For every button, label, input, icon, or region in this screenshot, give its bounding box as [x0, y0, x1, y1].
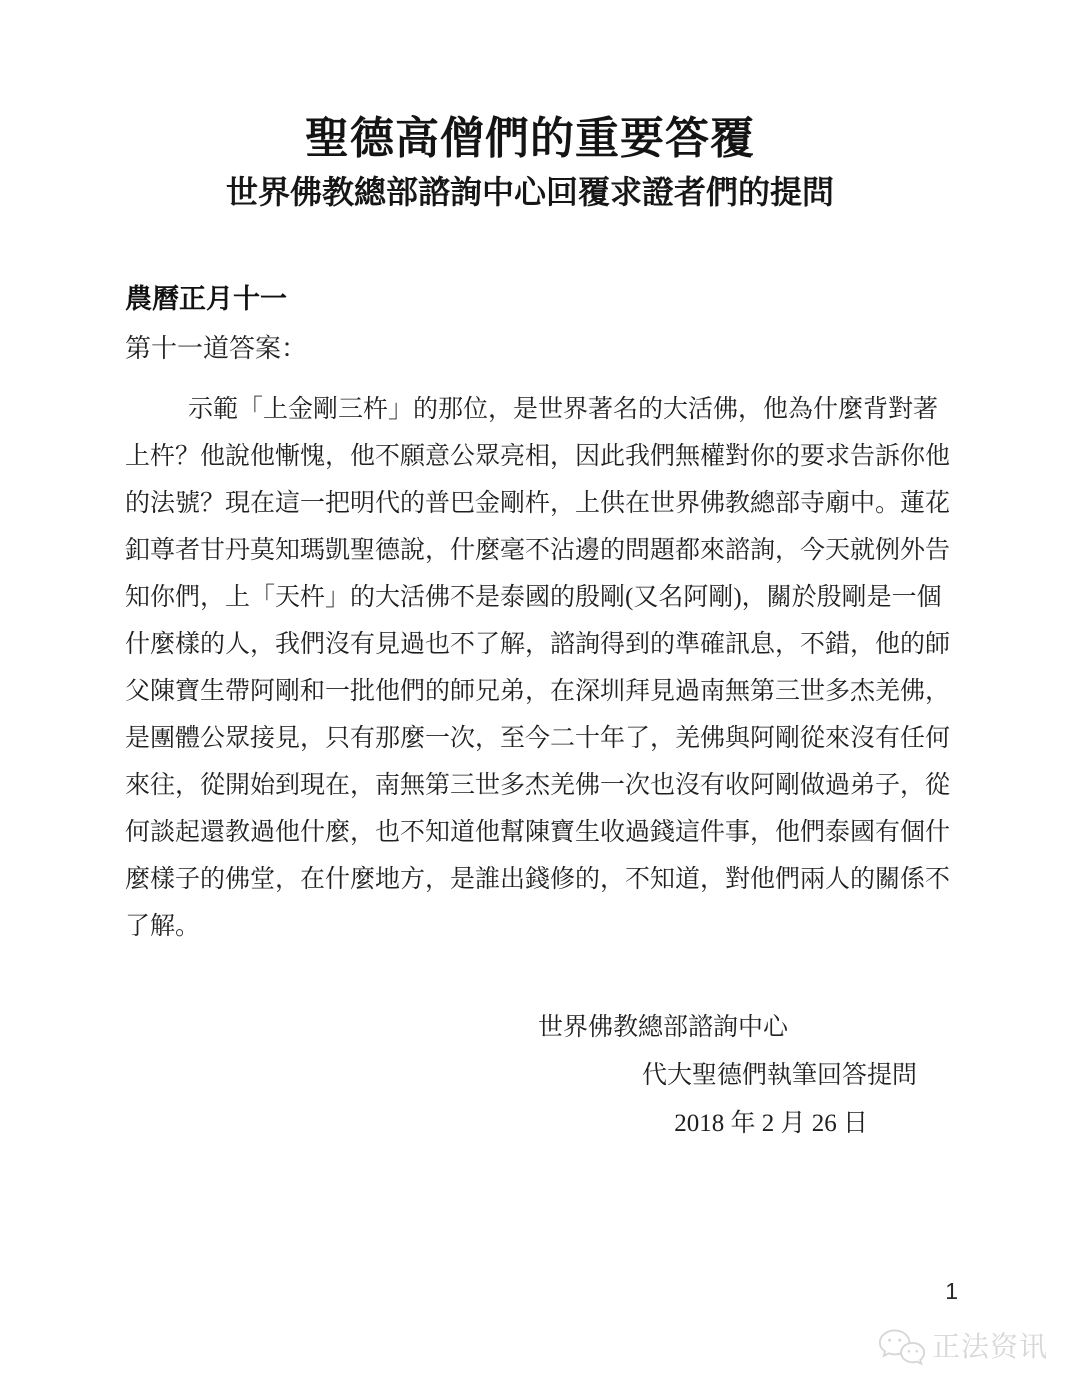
paragraph-line: 的法號？現在這一把明代的普巴金剛杵，上供在世界佛教總部寺廟中。蓮花	[125, 490, 951, 517]
signature-organization: 世界佛教總部諮詢中心	[537, 1014, 788, 1041]
page-number: 1	[945, 1278, 958, 1304]
paragraph-line: 釦尊者甘丹莫知瑪凱聖德說，什麼毫不沾邊的問題都來諮詢，今天就例外告	[125, 537, 951, 564]
paragraph-line: 何談起還教過他什麼，也不知道他幫陳寶生收過錢這件事，他們泰國有個什	[125, 819, 951, 846]
paragraph-line: 了解。	[125, 913, 201, 940]
signature-block	[125, 1004, 935, 1148]
paragraph-line: 什麼樣的人，我們沒有見過也不了解，諮詢得到的準確訊息，不錯，他的師	[125, 631, 951, 658]
paragraph-line: 是團體公眾接見，只有那麼一次，至今二十年了，羌佛與阿剛從來沒有任何	[125, 725, 951, 752]
watermark-text: 正法资讯	[931, 1332, 1048, 1363]
document-content	[125, 0, 951, 1148]
paragraph-line: 麼樣子的佛堂，在什麼地方，是誰出錢修的，不知道，對他們兩人的關係不	[125, 866, 951, 893]
page-subtitle: 世界佛教總部諮詢中心回覆求證者們的提問	[225, 174, 834, 210]
paragraph-line: 上杵？他說他慚愧，他不願意公眾亮相，因此我們無權對你的要求告訴你他	[125, 443, 951, 470]
answer-number-label: 第十一道答案：	[125, 334, 308, 363]
watermark	[878, 1328, 1048, 1368]
paragraph-line: 父陳寶生帶阿剛和一批他們的師兄弟，在深圳拜見過南無第三世多杰羌佛，	[125, 678, 951, 705]
paragraph-line: 來往，從開始到現在，南無第三世多杰羌佛一次也沒有收阿剛做過弟子，從	[125, 772, 951, 799]
lunar-date-heading: 農曆正月十一	[125, 284, 287, 314]
signature-byline: 代大聖德們執筆回答提問	[641, 1062, 917, 1089]
signature-date: 2018 年 2 月 26 日	[674, 1110, 868, 1137]
wechat-icon	[878, 1328, 926, 1368]
paragraph-line: 知你們，上「天杵」的大活佛不是泰國的殷剛(又名阿剛)，關於殷剛是一個	[125, 584, 942, 611]
answer-body-paragraph	[125, 386, 951, 950]
page-title: 聖德高僧們的重要答覆	[305, 114, 755, 163]
paragraph-line: 示範「上金剛三杵」的那位，是世界著名的大活佛，他為什麼背對著	[188, 396, 939, 423]
